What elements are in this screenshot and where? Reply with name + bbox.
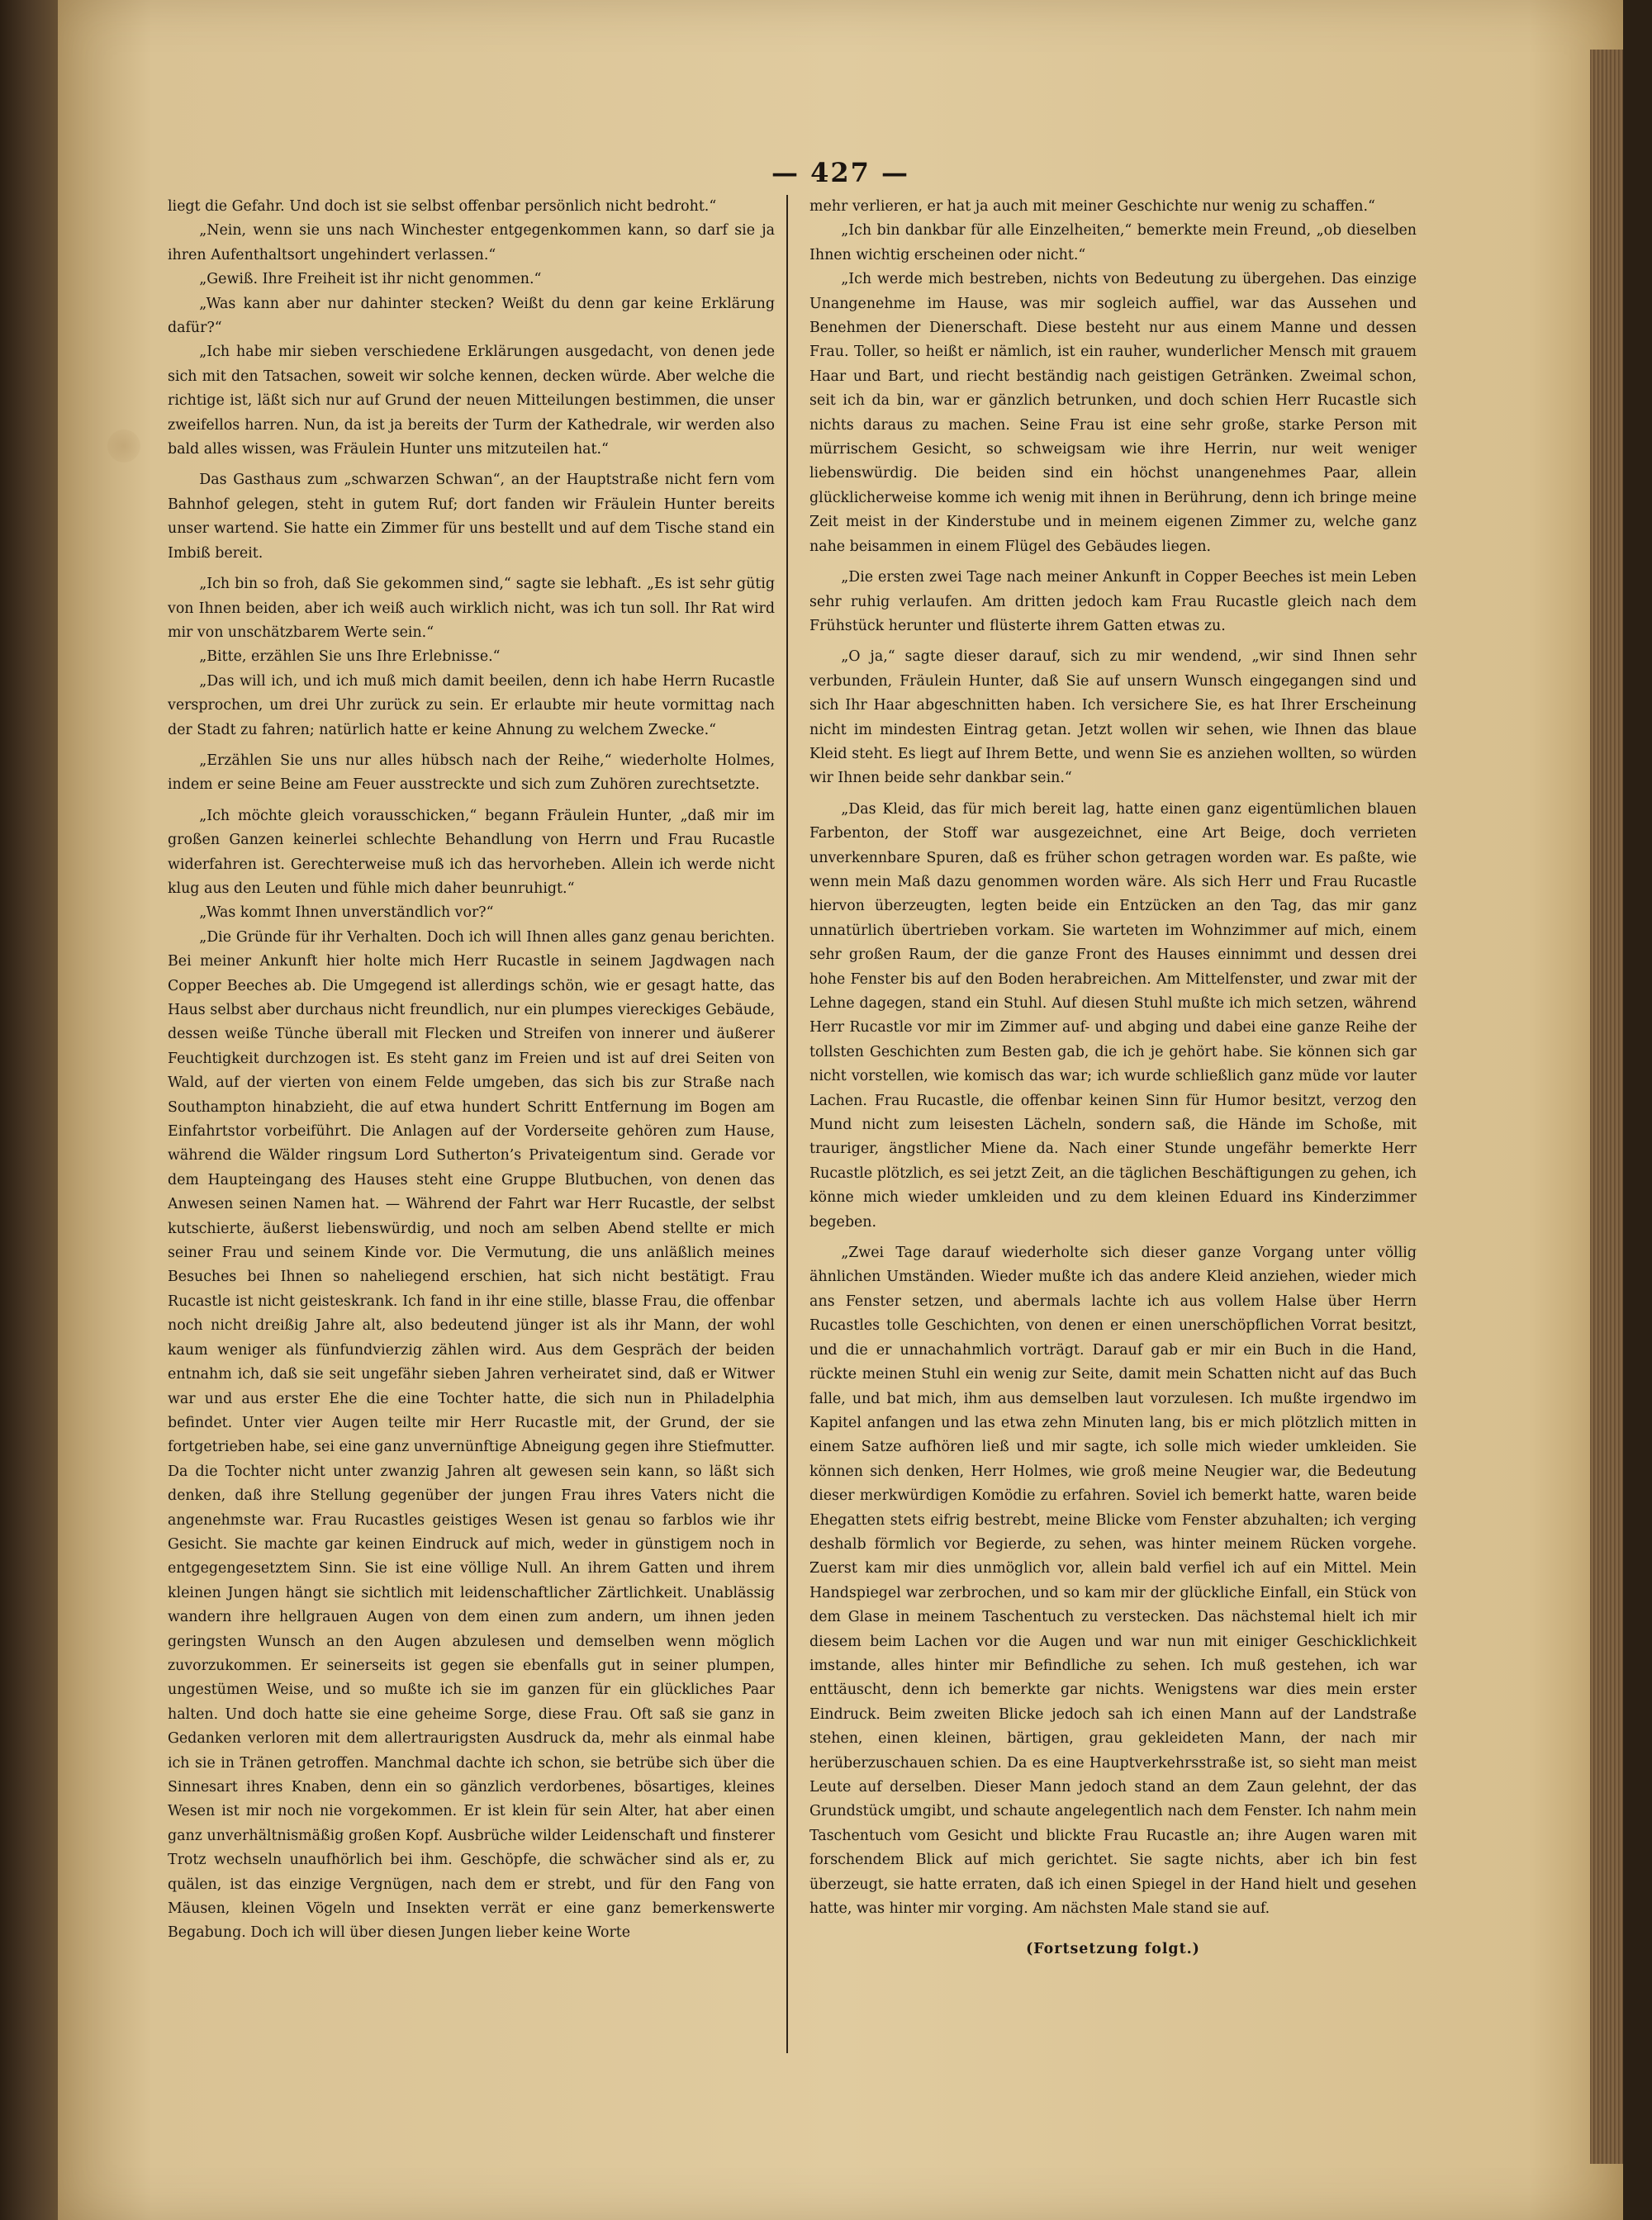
paragraph: „Bitte, erzählen Sie uns Ihre Erlebnisse.“ [199, 648, 501, 666]
left-column [168, 195, 775, 2037]
paragraph: „Zwei Tage darauf wiederholte sich dieser ganze Vorgang unter völlig ähnlichen Umständen. Wieder mußte ich das andere Kleid anziehen, wieder mich ans Fenster setzen, und abermals lachte ich aus vollem Halse über Herrn Rucastles tolle Geschichten, von denen er einen unerschöpflichen Vorrat besitzt, und die er unnachahmlich vorträgt. Darauf gab er mir ein Buch in die Hand, rückte meinen Stuhl ein wenig zur Seite, damit mein Schatten nicht auf das Buch falle, und bat mich, ihm aus demselben laut vorzulesen. Ich mußte irgendwo im Kapitel anfangen und las etwa zehn Minuten lang, bis er mich plötzlich mitten in einem Satze aufhören ließ und mir sagte, ich solle mich wieder umkleiden. Sie können sich denken, Herr Holmes, wie groß meine Neugier war, die Bedeutung dieser merkwürdigen Komödie zu erfahren. Soviel ich bemerkt hatte, waren beide Ehegatten stets eifrig bestrebt, meine Blicke vom Fenster abzuhalten; ich verging deshalb förmlich vor Begierde, zu sehen, was hinter meinem Rücken vorgehe. Zuerst kam mir dies unmöglich vor, allein bald verfiel ich auf ein Mittel. Mein Handspiegel war zerbrochen, und so kam mir der glückliche Einfall, ein Stück von dem Glase in meinem Taschentuch zu verstecken. Das nächstemal hielt ich mir diesem beim Lachen vor die Augen und war nun mit einiger Geschicklichkeit imstande, alles hinter mir Befindliche zu sehen. Ich muß gestehen, ich war enttäuscht, denn ich bemerkte gar nichts. Wenigstens war dies mein erster Eindruck. Beim zweiten Blicke jedoch sah ich einen Mann auf der Landstraße stehen, einen kleinen, bärtigen, grau gekleideten Mann, der nach mir herüberzuschauen schien. Da es eine Hauptverkehrsstraße ist, so sieht man meist Leute auf derselben. Dieser Mann jedoch stand an dem Zaun gelehnt, der das Grundstück umgibt, und schaute angelegentlich nach dem Fenster. Ich nahm mein Taschentuch vom Gesicht und blickte Frau Rucastle an; ihre Augen waren mit forschendem Blick auf mich gerichtet. Sie sagte nichts, aber ich bin fest überzeugt, sie hatte erraten, daß ich einen Spiegel in der Hand hielt und gesehen hatte, was hinter mir vorging. Am nächsten Male stand sie auf. [809, 1245, 1417, 1918]
right-column [809, 195, 1417, 2037]
paragraph: „Das will ich, und ich muß mich damit beeilen, denn ich habe Herrn Rucastle versprochen, um drei Uhr zurück zu sein. Er erlaubte mir heute vormittag nach der Stadt zu fahren; natürlich hatte er keine Ahnung zu welchem Zwecke.“ [168, 672, 775, 738]
paragraph: „Ich bin dankbar für alle Einzelheiten,“ bemerkte mein Freund, „ob dieselben Ihnen wichtig erscheinen oder nicht.“ [809, 222, 1417, 263]
paragraph: „Ich bin so froh, daß Sie gekommen sind,“ sagte sie lebhaft. „Es ist sehr gütig von Ihnen beiden, aber ich weiß auch wirklich nicht, was ich tun soll. Ihr Rat wird mir von unschätzbarem Werte sein.“ [168, 576, 775, 641]
paragraph: „Nein, wenn sie uns nach Winchester entgegenkommen kann, so darf sie ja ihren Aufenthaltsort ungehindert verlassen.“ [168, 222, 775, 263]
paragraph: „Die ersten zwei Tage nach meiner Ankunft in Copper Beeches ist mein Leben sehr ruhig verlaufen. Am dritten jedoch kam Frau Rucastle gleich nach dem Frühstück herunter und flüsterte ihrem Gatten etwas zu. [809, 569, 1417, 634]
stain [107, 429, 140, 462]
paragraph: „Gewiß. Ihre Freiheit ist ihr nicht genommen.“ [199, 271, 542, 288]
paragraph: „Ich habe mir sieben verschiedene Erklärungen ausgedacht, von denen jede sich mit den Tatsachen, soweit wir solche kennen, decken würde. Aber welche die richtige ist, läßt sich nur auf Grund der neuen Mitteilungen bestimmen, die unser zweifellos harren. Nun, da ist ja bereits der Turm der Kathedrale, wir werden also bald alles wissen, was Fräulein Hunter uns mitzuteilen hat.“ [168, 344, 775, 458]
paragraph: „Was kann aber nur dahinter stecken? Weißt du denn gar keine Erklärung dafür?“ [168, 295, 775, 337]
paragraph: liegt die Gefahr. Und doch ist sie selbst offenbar persönlich nicht bedroht.“ [168, 198, 717, 215]
continuation-note: (Fortsetzung folgt.) [1026, 1941, 1200, 1958]
paragraph: „Das Kleid, das für mich bereit lag, hatte einen ganz eigentümlichen blauen Farbenton, der Stoff war ausgezeichnet, eine Art Beige, doch verrieten unverkennbare Spuren, daß es früher schon getragen worden war. Es paßte, wie wenn mein Maß dazu genommen worden wäre. Als sich Herr und Frau Rucastle hiervon überzeugten, legten beide ein Entzücken an den Tag, das mir ganz unnatürlich übertrieben vorkam. Sie warteten im Wohnzimmer auf mich, einem sehr großen Raum, der die ganze Front des Hauses einnimmt und dessen drei hohe Fenster bis auf den Boden herabreichen. Am Mittelfenster, und zwar mit der Lehne dagegen, stand ein Stuhl. Auf diesen Stuhl mußte ich mich setzen, während Herr Rucastle vor mir im Zimmer auf- und abging und dabei eine ganze Reihe der tollsten Geschichten zum Besten gab, die ich je gehört habe. Sie können sich gar nicht vorstellen, wie komisch das war; ich wurde schließlich ganz müde vor lauter Lachen. Frau Rucastle, die offenbar keinen Sinn für Humor besitzt, verzog den Mund nicht zum leisesten Lächeln, sondern saß, die Hände im Schoße, mit trauriger, ängstlicher Miene da. Nach einer Stunde ungefähr bemerkte Herr Rucastle plötzlich, es sei jetzt Zeit, an die täglichen Beschäftigungen zu gehen, ich könne mich wieder umkleiden und zu dem kleinen Eduard ins Kinderzimmer begeben. [809, 800, 1417, 1231]
paragraph: „O ja,“ sagte dieser darauf, sich zu mir wendend, „wir sind Ihnen sehr verbunden, Fräulein Hunter, daß Sie auf unsern Wunsch eingegangen sind und sich Ihr Haar abgeschnitten haben. Ich versichere Sie, es hat Ihrer Erscheinung nicht im mindesten Eintrag getan. Jetzt wollen wir sehen, wie Ihnen das blaue Kleid steht. Es liegt auf Ihrem Bette, und wenn Sie es anziehen wollten, so würden wir Ihnen beide sehr dankbar sein.“ [809, 648, 1417, 787]
page-number: — 427 — [771, 157, 910, 188]
paragraph: „Ich möchte gleich vorausschicken,“ begann Fräulein Hunter, „daß mir im großen Ganzen keinerlei schlechte Behandlung von Herrn und Frau Rucastle widerfahren ist. Gerechterweise muß ich das hervorheben. Allein ich werde nicht klug aus den Leuten und fühle mich daher beunruhigt.“ [168, 807, 775, 897]
paragraph: Das Gasthaus zum „schwarzen Schwan“, an der Hauptstraße nicht fern vom Bahnhof gelegen, steht in gutem Ruf; dort fanden wir Fräulein Hunter bereits unser wartend. Sie hatte ein Zimmer für uns bestellt und auf dem Tische stand ein Imbiß bereit. [168, 472, 775, 562]
book-binding [0, 0, 64, 2220]
column-divider [786, 195, 788, 2053]
page-edges [1590, 50, 1623, 2164]
paragraph: mehr verlieren, er hat ja auch mit meiner Geschichte nur wenig zu schaffen.“ [809, 198, 1375, 215]
page [58, 0, 1623, 2220]
paragraph: „Ich werde mich bestreben, nichts von Bedeutung zu übergehen. Das einzige Unangenehme im Hause, was mir sogleich auffiel, war das Aussehen und Benehmen der Dienerschaft. Diese besteht nur aus einem Manne und dessen Frau. Toller, so heißt er nämlich, ist ein rauher, wunderlicher Mensch mit grauem Haar und Bart, und riecht beständig nach geistigen Getränken. Zweimal schon, seit ich da bin, war er gänzlich betrunken, und doch schien Herr Rucastle sich nichts daraus zu machen. Seine Frau ist eine sehr große, starke Person mit mürrischem Gesicht, so schweigsam wie ihre Herrin, nur weit weniger liebenswürdig. Die beiden sind ein höchst unangenehmes Paar, allein glücklicherweise komme ich wenig mit ihnen in Berührung, denn ich bringe meine Zeit meist in der Kinderstube und in meinem eigenen Zimmer zu, welche ganz nahe beisammen in einem Flügel des Gebäudes liegen. [809, 271, 1417, 555]
paragraph: „Die Gründe für ihr Verhalten. Doch ich will Ihnen alles ganz genau berichten. Bei meiner Ankunft hier holte mich Herr Rucastle in seinem Jagdwagen nach Copper Beeches ab. Die Umgegend ist allerdings schön, wie er gesagt hatte, das Haus selbst aber durchaus nicht freundlich, nur ein plumpes viereckiges Gebäude, dessen weiße Tünche überall mit Flecken und Streifen von innerer und äußerer Feuchtigkeit durchzogen ist. Es steht ganz im Freien und ist auf drei Seiten von Wald, auf der vierten von einem Felde umgeben, das sich bis zur Straße nach Southampton hinabzieht, die auf etwa hundert Schritt Entfernung im Bogen am Einfahrtstor vorbeiführt. Die Anlagen auf der Vorderseite gehören zum Hause, während die Wälder ringsum Lord Sutherton’s Privateigentum sind. Gerade vor dem Haupteingang des Hauses steht eine Gruppe Blutbuchen, von denen das Anwesen seinen Namen hat. — Während der Fahrt war Herr Rucastle, der selbst kutschierte, äußerst liebenswürdig, und noch am selben Abend stellte er mich seiner Frau und seinem Kinde vor. Die Vermutung, die uns anläßlich meines Besuches bei Ihnen so naheliegend erschien, hat sich nicht bestätigt. Frau Rucastle ist nicht geisteskrank. Ich fand in ihr eine stille, blasse Frau, die offenbar noch nicht dreißig Jahre alt, also bedeutend jünger ist als ihr Mann, der wohl kaum weniger als fünfundvierzig zählen wird. Aus dem Gespräch der beiden entnahm ich, daß sie seit ungefähr sieben Jahren verheiratet sind, daß er Witwer war und aus erster Ehe die eine Tochter hatte, die sich nun in Philadelphia befindet. Unter vier Augen teilte mir Herr Rucastle mit, der Grund, der sie fortgetrieben habe, sei eine ganz unvernünftige Abneigung gegen ihre Stiefmutter. Da die Tochter nicht unter zwanzig Jahren alt gewesen sein kann, so läßt sich denken, daß ihre Stellung gegenüber der jungen Frau ihres Vaters nicht die angenehmste war. Frau Rucastles geistiges Wesen ist genau so farblos wie ihr Gesicht. Sie machte gar keinen Eindruck auf mich, weder in günstigem noch in entgegengesetztem Sinn. Sie ist eine völlige Null. An ihrem Gatten und ihrem kleinen Jungen hängt sie sichtlich mit leidenschaftlicher Zärtlichkeit. Unablässig wandern ihre hellgrauen Augen von dem einen zum andern, um ihnen jeden geringsten Wunsch an den Augen abzulesen und demselben wenn möglich zuvorzukommen. Er seinerseits ist gegen sie ebenfalls gut in seiner plumpen, ungestümen Weise, und so mußte ich sie im ganzen für ein glückliches Paar halten. Und doch hatte sie eine geheime Sorge, diese Frau. Oft saß sie ganz in Gedanken verloren mit dem allertraurigsten Ausdruck da, mehr als einmal habe ich sie in Tränen getroffen. Manchmal dachte ich schon, sie betrübe sich über die Sinnesart ihres Knaben, denn ein so gänzlich verdorbenes, bösartiges, kleines Wesen ist mir noch nie vorgekommen. Er ist klein für sein Alter, hat aber einen ganz unverhältnismäßig großen Kopf. Ausbrüche wilder Leidenschaft und finsterer Trotz wechseln unaufhörlich bei ihm. Geschöpfe, die schwächer sind als er, zu quälen, ist das einzige Vergnügen, nach dem er strebt, und für den Fang von Mäusen, kleinen Vögeln und Insekten verrät er eine ganz bemerkenswerte Begabung. Doch ich will über diesen Jungen lieber keine Worte [168, 928, 775, 1942]
paragraph: „Was kommt Ihnen unverständlich vor?“ [199, 904, 494, 922]
paragraph: „Erzählen Sie uns nur alles hübsch nach der Reihe,“ wiederholte Holmes, indem er seine Beine am Feuer ausstreckte und sich zum Zuhören zurechtsetzte. [168, 752, 775, 794]
